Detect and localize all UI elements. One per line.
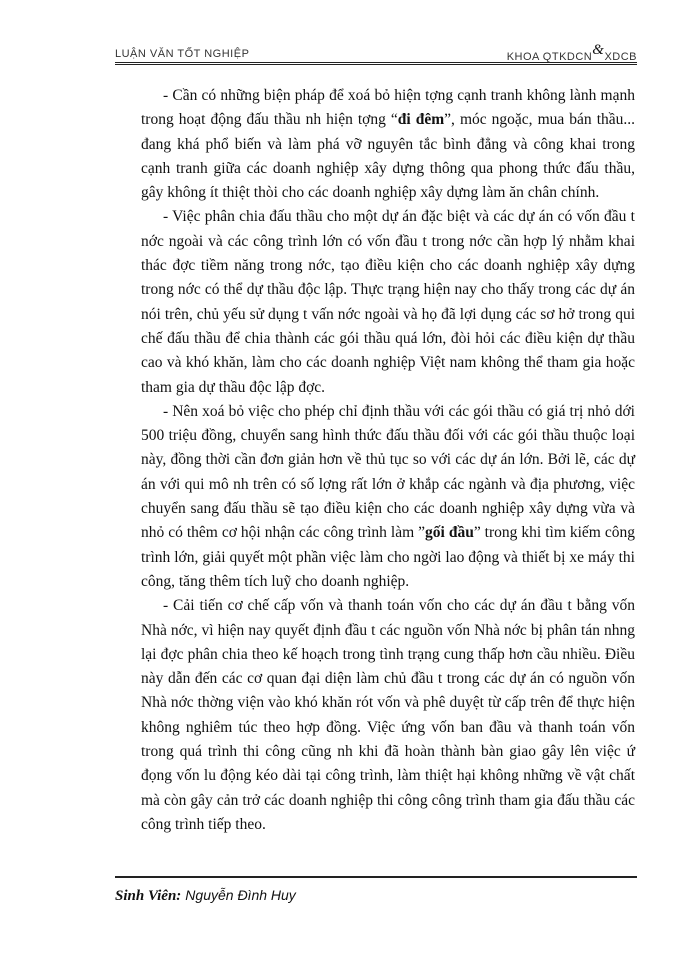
header-thesis-title: LUẬN VĂN TỐT NGHIỆP bbox=[115, 48, 250, 60]
footer-student-name: Nguyễn Đình Huy bbox=[185, 887, 296, 903]
document-body bbox=[141, 84, 635, 837]
header-faculty-prefix: KHOA QTKDCN bbox=[506, 51, 593, 63]
paragraph-4: - Cải tiến cơ chế cấp vốn và thanh toán vốn cho các dự án đầu t bằng vốn Nhà nớc, vì hiện nay quyết định đầu t các nguồn vốn Nhà nớc bị phân tán nhng lại đợc phân chia theo kế hoạch trong tình trạng cung thấp hơn cầu nhiều. Điều này dẫn đến các cơ quan đại diện làm chủ đầu t trong các dự án có nguồn vốn Nhà nớc thờng viện vào khó khăn rót vốn và phê duyệt từ cấp trên để thực hiện không nghiêm túc theo hợp đồng. Việc ứng vốn ban đầu và thanh toán vốn trong quá trình thi công cũng nh khi đã hoàn thành bàn giao gây lên việc ứ đọng vốn lu động kéo dài tại công trình, làm thiệt hại không những về vật chất mà còn gây cản trở các doanh nghiệp thi công công trình tham gia đấu thầu các công trình tiếp theo. bbox=[141, 597, 635, 833]
emphasis-di-dem: đi đêm bbox=[397, 111, 445, 129]
header-faculty bbox=[506, 42, 637, 65]
paragraph-1: - Cần có những biện pháp để xoá bỏ hiện tợng cạnh tranh không lành mạnh trong hoạt động đấu thầu nh hiện tợng “đi đêm”, móc ngoặc, mua bán thầu... đang khá phổ biến và làm phá vỡ nguyên tắc bình đẳng và công khai trong cạnh tranh giữa các doanh nghiệp xây dựng thông qua phong thức đấu thầu, gây không ít thiệt thòi cho các doanh nghiệp xây dựng làm ăn chân chính. bbox=[141, 87, 636, 202]
footer-student-label: Sinh Viên: bbox=[115, 888, 182, 904]
header-faculty-suffix: XDCB bbox=[604, 51, 637, 63]
page-footer bbox=[115, 876, 637, 905]
paragraph-3: - Nên xoá bỏ việc cho phép chỉ định thầu với các gói thầu có giá trị nhỏ dới 500 triệu đồng, chuyển sang hình thức đấu thầu đối với các gói thầu thuộc loại này, đồng thời cần đơn giản hơn về thủ tục so với các dự án lớn. Bởi lẽ, các dự án với qui mô nh trên có số lợng rất lớn ở khắp các ngành và địa phương, việc chuyển sang đấu thầu sẽ tạo điều kiện cho các doanh nghiệp xây dựng vừa và nhỏ có thêm cơ hội nhận các công trình làm ”gối đầu” trong khi tìm kiếm công trình lớn, giải quyết một phần việc làm cho ngời lao động và thiết bị xe máy thi công, tăng thêm tích luỹ cho doanh nghiệp. bbox=[141, 402, 635, 590]
paragraph-2: - Việc phân chia đấu thầu cho một dự án đặc biệt và các dự án có vốn đầu t nớc ngoài và các công trình lớn có vốn đầu t trong nớc cần hợp lý nhằm khai thác đợc tiềm năng trong nớc, tạo điều kiện cho các doanh nghiệp xây dựng trong nớc có thể dự thầu độc lập. Thực trạng hiện nay cho thấy trong các dự án nói trên, chủ yếu sử dụng t vấn nớc ngoài và họ đã lợi dụng các sơ hở trong qui chế đấu thầu để chia thành các gói thầu quá lớn, đòi hỏi các điều kiện dự thầu cao và khó khăn, làm cho các doanh nghiệp Việt nam không thể tham gia hoặc tham gia dự thầu độc lập đợc. bbox=[141, 208, 635, 396]
emphasis-goi-dau: gối đầu bbox=[425, 524, 474, 542]
header-ampersand: & bbox=[592, 42, 605, 58]
page-header bbox=[115, 42, 637, 65]
